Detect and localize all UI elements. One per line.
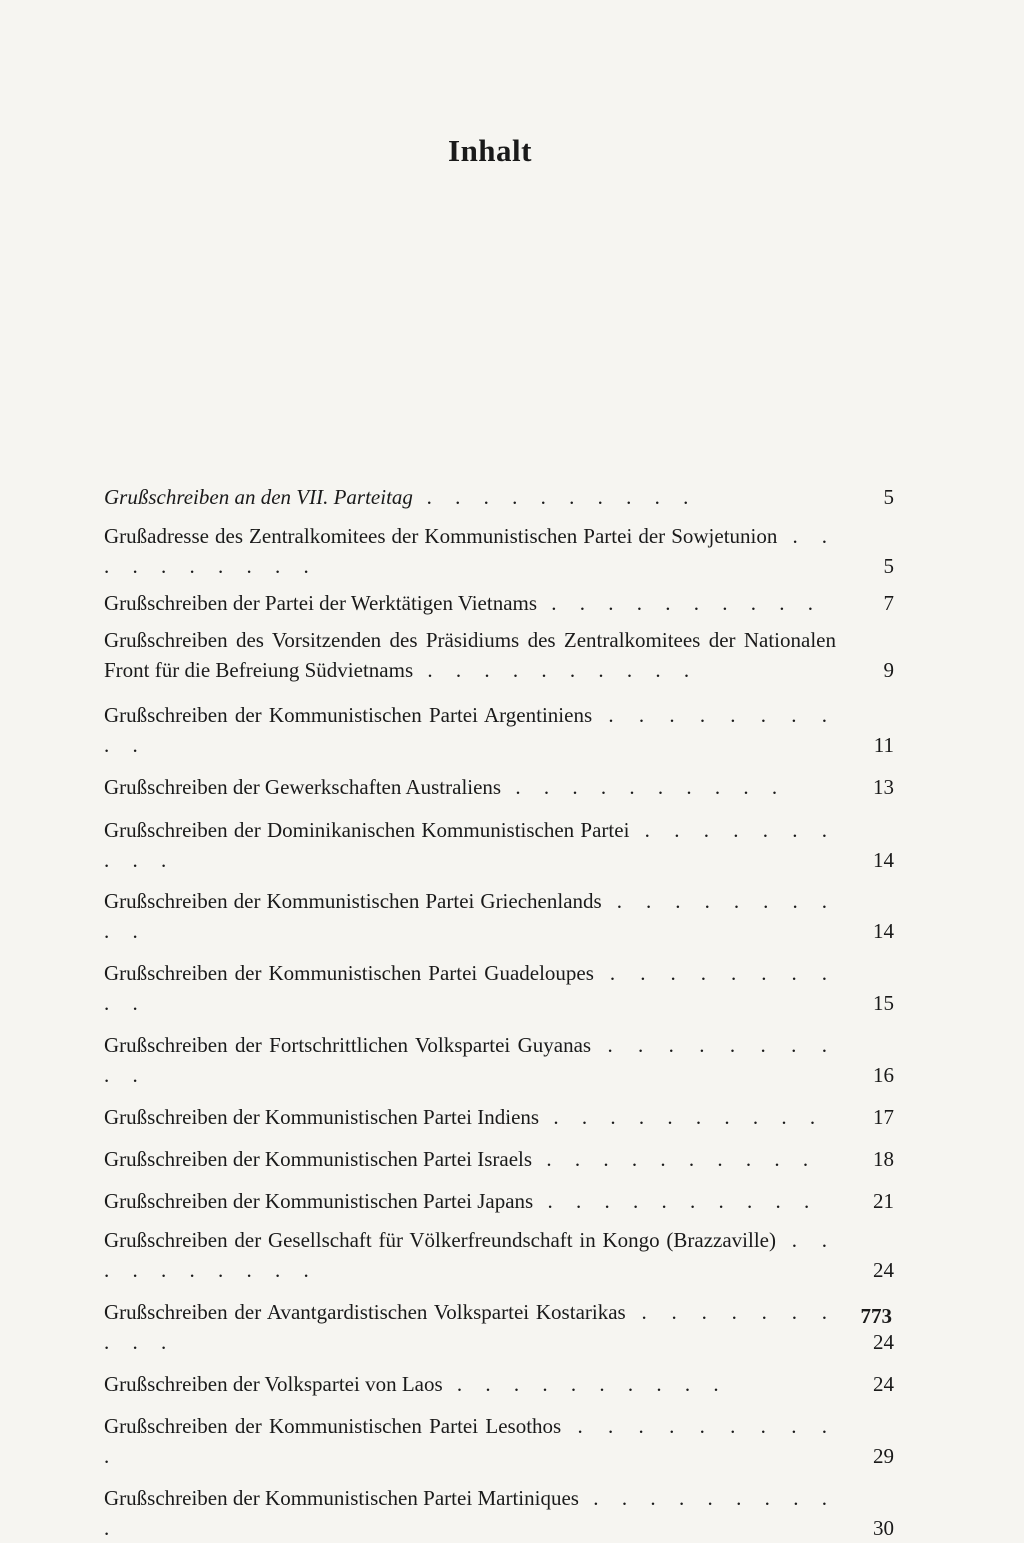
toc-entry-title: Grußschreiben an den VII. Parteitag . . . . . . . . . . (104, 485, 698, 509)
page-number: 773 (860, 1304, 892, 1328)
leader-dots: . . . . . . . . . . (104, 961, 836, 1015)
toc-entry-page: 24 (873, 1330, 894, 1354)
toc-entry (104, 588, 894, 618)
toc-entry-page: 15 (873, 991, 894, 1015)
toc-entry-title: Grußschreiben des Vorsitzenden des Präsidiums des Zentralkomitees der Nationalen Front für die Befreiung Südvietnams . . . . . . . . . . (104, 628, 836, 682)
toc-entry-title: Grußschreiben der Kommunistischen Partei Indiens . . . . . . . . . . (104, 1105, 825, 1129)
leader-dots: . . . . . . . . . . (412, 485, 698, 509)
toc-entry (104, 1225, 894, 1285)
toc-entry-title: Grußschreiben der Kommunistischen Partei Lesothos . . . . . . . . . . (104, 1414, 836, 1468)
toc-entry-title: Grußschreiben der Gewerkschaften Australiens . . . . . . . . . . (104, 775, 787, 799)
toc-entry (104, 958, 894, 1018)
leader-dots: . . . . . . . . . . (533, 1189, 819, 1213)
toc-entry (104, 700, 894, 760)
toc-entry (104, 1144, 894, 1174)
leader-dots: . . . . . . . . . . (539, 1105, 825, 1129)
toc-entry-title: Grußschreiben der Kommunistischen Partei Israels . . . . . . . . . . (104, 1147, 818, 1171)
toc-entry (104, 1186, 894, 1216)
toc-entry-page: 5 (883, 554, 894, 578)
leader-dots: . . . . . . . . . . (104, 1300, 837, 1354)
toc-entry-title: Grußschreiben der Kommunistischen Partei Japans . . . . . . . . . . (104, 1189, 819, 1213)
toc-entry-page: 24 (873, 1258, 894, 1282)
leader-dots: . . . . . . . . . . (442, 1372, 728, 1396)
leader-dots: . . . . . . . . . . (104, 1486, 836, 1540)
leader-dots: . . . . . . . . . . (104, 818, 836, 872)
leader-dots: . . . . . . . . . . (104, 1033, 836, 1087)
toc-entry-page: 14 (873, 848, 894, 872)
toc-entry (104, 886, 894, 946)
toc-entry-page: 17 (873, 1105, 894, 1129)
table-of-contents (104, 482, 894, 1543)
toc-entry-title: Grußschreiben der Dominikanischen Kommunistischen Partei . . . . . . . . . . (104, 818, 836, 872)
toc-entry (104, 1297, 894, 1357)
toc-entry (104, 482, 894, 512)
leader-dots: . . . . . . . . . . (104, 524, 836, 578)
toc-entry-title: Grußschreiben der Fortschrittlichen Volkspartei Guyanas . . . . . . . . . . (104, 1033, 836, 1087)
leader-dots: . . . . . . . . . . (104, 1414, 836, 1468)
toc-entry-title: Grußschreiben der Kommunistischen Partei Guadeloupes . . . . . . . . . . (104, 961, 836, 1015)
toc-entry-title: Grußadresse des Zentralkomitees der Kommunistischen Partei der Sowjetunion . . . . . . . . . . (104, 524, 836, 578)
toc-entry (104, 625, 894, 685)
leader-dots: . . . . . . . . . . (501, 775, 787, 799)
leader-dots: . . . . . . . . . . (104, 889, 836, 943)
toc-entry (104, 1030, 894, 1090)
toc-entry (104, 1369, 894, 1399)
toc-entry-title: Grußschreiben der Kommunistischen Partei Argentiniens . . . . . . . . . . (104, 703, 836, 757)
toc-entry-page: 30 (873, 1516, 894, 1540)
page-title: Inhalt (448, 132, 532, 168)
toc-entry (104, 1411, 894, 1471)
toc-entry-page: 11 (873, 733, 894, 757)
toc-entry-title: Grußschreiben der Partei der Werktätigen Vietnams . . . . . . . . . . (104, 591, 823, 615)
leader-dots: . . . . . . . . . . (104, 703, 836, 757)
toc-entry-page: 29 (873, 1444, 894, 1468)
leader-dots: . . . . . . . . . . (104, 1228, 836, 1282)
toc-entry-page: 13 (873, 775, 894, 799)
toc-entry (104, 1102, 894, 1132)
toc-entry-title: Grußschreiben der Avantgardistischen Volkspartei Kostarikas . . . . . . . . . . (104, 1300, 837, 1354)
toc-entry-page: 7 (883, 591, 894, 615)
toc-entry (104, 815, 894, 875)
leader-dots: . . . . . . . . . . (537, 591, 823, 615)
toc-entry (104, 772, 894, 802)
toc-entry-page: 9 (883, 658, 894, 682)
toc-entry-page: 14 (873, 919, 894, 943)
toc-entry-page: 5 (883, 485, 894, 509)
toc-entry-page: 21 (873, 1189, 894, 1213)
toc-entry-title: Grußschreiben der Gesellschaft für Völkerfreundschaft in Kongo (Brazzaville) . . . . . . . . . . (104, 1228, 836, 1282)
toc-entry-page: 24 (873, 1372, 894, 1396)
toc-entry (104, 1483, 894, 1543)
toc-entry-title: Grußschreiben der Kommunistischen Partei Martiniques . . . . . . . . . . (104, 1486, 836, 1540)
leader-dots: . . . . . . . . . . (413, 658, 699, 682)
toc-entry-page: 18 (873, 1147, 894, 1171)
toc-entry (104, 521, 894, 581)
toc-entry-title: Grußschreiben der Volkspartei von Laos . . . . . . . . . . (104, 1372, 728, 1396)
leader-dots: . . . . . . . . . . (532, 1147, 818, 1171)
toc-entry-page: 16 (873, 1063, 894, 1087)
toc-entry-title: Grußschreiben der Kommunistischen Partei Griechenlands . . . . . . . . . . (104, 889, 836, 943)
